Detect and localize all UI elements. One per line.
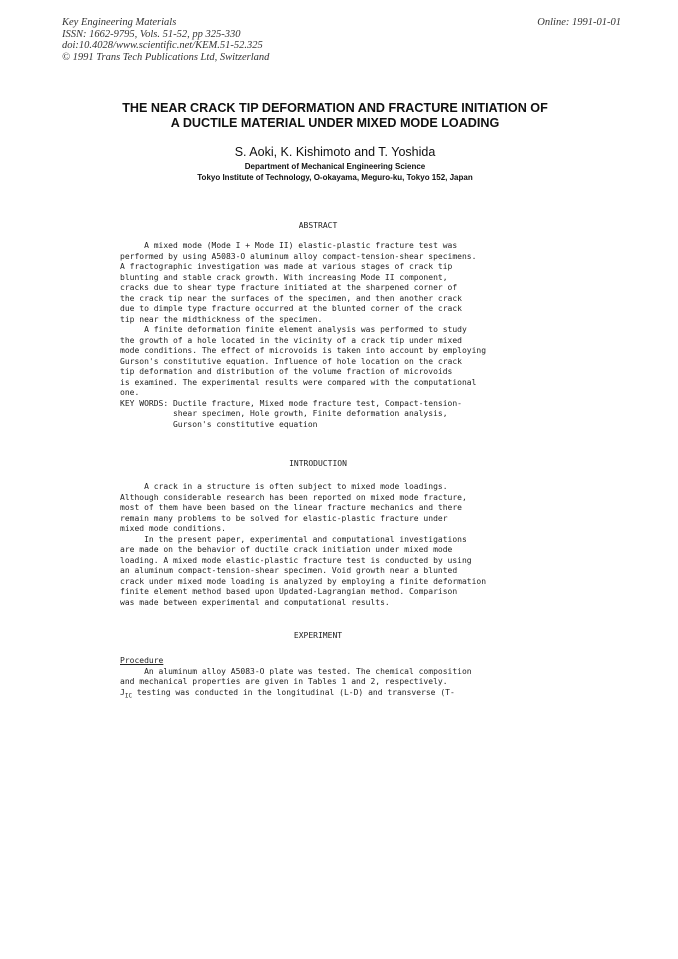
experiment-line: and mechanical properties are given in Tables 1 and 2, respectively. (120, 677, 448, 686)
abstract-line: A mixed mode (Mode I + Mode II) elastic-plastic fracture test was (120, 241, 458, 250)
intro-line: A crack in a structure is often subject to mixed mode loadings. (120, 482, 448, 491)
experiment-heading: EXPERIMENT (293, 631, 343, 640)
keywords-line: shear specimen, Hole growth, Finite deformation analysis, (120, 409, 448, 418)
abstract-body (120, 241, 516, 430)
abstract-line: the crack tip near the surfaces of the specimen, and then another crack (120, 293, 462, 303)
abstract-line: due to dimple type fracture occurred at the blunted corner of the crack (120, 304, 462, 313)
abstract-line: tip deformation and distribution of the volume fraction of microvoids (120, 367, 453, 376)
procedure-subheading: Procedure (120, 656, 164, 665)
title-line-2: A DUCTILE MATERIAL UNDER MIXED MODE LOADING (170, 116, 500, 130)
online-date: Online: 1991-01-01 (537, 17, 621, 28)
affiliation (100, 162, 570, 183)
header-line: Key Engineering Materials (62, 17, 177, 28)
intro-line: mixed mode conditions. (120, 524, 226, 533)
paper-title (100, 101, 570, 131)
keywords-line: Gurson's constitutive equation (120, 419, 318, 429)
abstract-line: mode conditions. The effect of microvoids is taken into account by employing (120, 346, 487, 355)
abstract-line: performed by using A5083-O aluminum alloy compact-tension-shear specimens. (120, 251, 477, 261)
abstract-line: is examined. The experimental results were compared with the computational (120, 377, 477, 387)
abstract-line: one. (120, 388, 140, 397)
experiment-body (120, 656, 516, 702)
experiment-line-jic (120, 688, 516, 702)
abstract-line: A finite deformation finite element analysis was performed to study (120, 325, 467, 334)
header-line: © 1991 Trans Tech Publications Ltd, Switzerland (62, 51, 270, 63)
introduction-heading: INTRODUCTION (289, 459, 347, 468)
abstract-line: A fractographic investigation was made at various stages of crack tip (120, 262, 453, 271)
authors: S. Aoki, K. Kishimoto and T. Yoshida (234, 145, 436, 159)
intro-line: Although considerable research has been reported on mixed mode fracture, (120, 492, 467, 502)
intro-line: an aluminum compact-tension-shear specimen. Void growth near a blunted (120, 566, 458, 575)
affiliation-line-1: Department of Mechanical Engineering Science (244, 162, 426, 171)
abstract-line: cracks due to shear type fracture initiated at the sharpened corner of (120, 283, 458, 292)
j-symbol: J (120, 687, 125, 697)
intro-line: most of them have been based on the linear fracture mechanics and there (120, 503, 462, 512)
intro-line: loading. A mixed mode elastic-plastic fracture test is conducted by using (120, 555, 472, 565)
experiment-line: An aluminum alloy A5083-O plate was tested. The chemical composition (120, 666, 472, 676)
abstract-line: blunting and stable crack growth. With increasing Mode II component, (120, 272, 448, 282)
intro-line: was made between experimental and computational results. (120, 597, 390, 607)
affiliation-line-2: Tokyo Institute of Technology, O-okayama, Meguro-ku, Tokyo 152, Japan (197, 172, 473, 182)
abstract-line: tip near the midthickness of the specimen. (120, 314, 323, 324)
journal-header (62, 17, 269, 63)
introduction-body (120, 482, 516, 608)
abstract-line: the growth of a hole located in the vicinity of a crack tip under mixed (120, 335, 462, 345)
keywords-line: KEY WORDS: Ductile fracture, Mixed mode fracture test, Compact-tension- (120, 398, 462, 408)
abstract-line: Gurson's constitutive equation. Influence of hole location on the crack (120, 356, 462, 366)
intro-line: remain many problems to be solved for elastic-plastic fracture under (120, 513, 448, 523)
title-line-1: THE NEAR CRACK TIP DEFORMATION AND FRACTURE INITIATION OF (122, 101, 548, 115)
header-line: ISSN: 1662-9795, Vols. 51-52, pp 325-330 (62, 28, 241, 40)
header-line: doi:10.4028/www.scientific.net/KEM.51-52.325 (62, 40, 263, 51)
intro-line: In the present paper, experimental and computational investigations (120, 534, 467, 544)
intro-line: crack under mixed mode loading is analyzed by employing a finite deformation (120, 576, 487, 586)
abstract-heading: ABSTRACT (298, 221, 338, 230)
ic-subscript: IC (124, 692, 133, 700)
experiment-line-rest: testing was conducted in the longitudinal (L-D) and transverse (T- (132, 687, 455, 697)
intro-line: are made on the behavior of ductile crack initiation under mixed mode (120, 545, 453, 554)
intro-line: finite element method based upon Updated-Lagrangian method. Comparison (120, 587, 458, 596)
